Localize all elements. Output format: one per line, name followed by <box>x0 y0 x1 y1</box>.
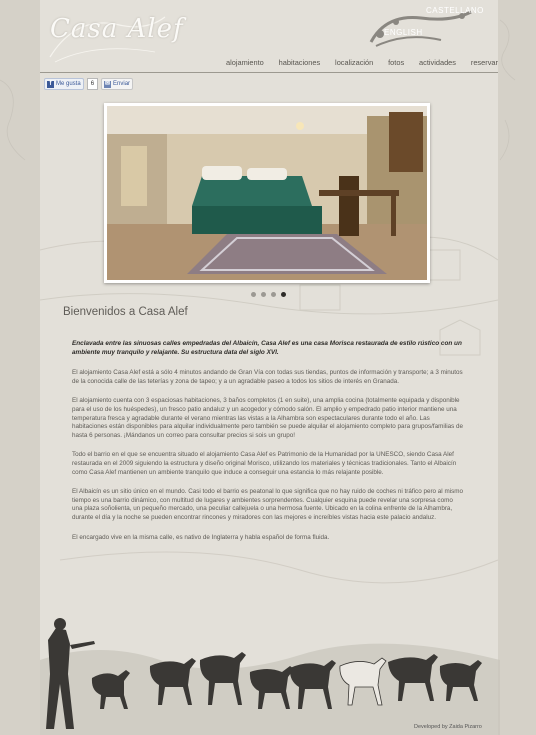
bedroom-image <box>107 106 427 280</box>
like-label: Me gusta <box>56 81 81 87</box>
paragraph-albaicin: El Albaicín es un sitio único en el mundo. Casi todo el barrio es peatonal lo que significa que no hay ruido de coches ni tráfico pero al mismo tiempo es una barrio dinámico, con multitud de lugares y ambientes sorprendentes. Cualquier esquina puede revelar una sorpresa como una plaza soñolienta, un pequeño mercado, una peculiar callejuela o una hermosa fuente. Ubicado en la colina enfrente de la Alhambra, durante el día y la noche se pueden encontrar rincones y miradores con las mejores e increíbles vistas hacia este palacio andaluz. <box>72 488 463 521</box>
main-content <box>72 340 464 553</box>
main-nav <box>226 58 498 67</box>
developer-credit[interactable]: Developed by Zaida Pizarro <box>414 724 482 730</box>
slideshow-pager <box>251 292 286 297</box>
language-english-link[interactable]: ENGLISH <box>384 28 423 37</box>
slide-dot-1[interactable] <box>251 292 256 297</box>
send-label: Enviar <box>113 81 131 87</box>
slide-dot-4[interactable] <box>281 292 286 297</box>
facebook-icon: f <box>47 81 54 88</box>
like-count: 6 <box>87 78 98 90</box>
nav-fotos[interactable]: fotos <box>388 58 405 67</box>
logo-text[interactable]: Casa Alef <box>50 14 184 44</box>
nav-actividades[interactable]: actividades <box>419 58 456 67</box>
social-buttons <box>44 78 133 90</box>
language-castellano-link[interactable]: CASTELLANO <box>426 6 484 15</box>
paragraph-heritage: Todo el barrio en el que se encuentra situado el alojamiento Casa Alef es Patrimonio de la Humanidad por la UNESCO, siendo Casa Alef restaurada en el 2009 siguiendo la estructura y diseño original Morisco, utilizando los materiales y técnicas tradicionales. Tanto el Albaicín como Casa Alef mantienen un ambiente tranquilo que induce a conseguir una estancia lo más relajante posible. <box>72 451 457 476</box>
nav-reservar[interactable]: reservar <box>470 58 498 67</box>
slide-dot-3[interactable] <box>271 292 276 297</box>
slide-dot-2[interactable] <box>261 292 266 297</box>
page-title: Bienvenidos a Casa Alef <box>63 306 188 318</box>
nav-divider <box>40 72 498 73</box>
nav-habitaciones[interactable]: habitaciones <box>278 58 321 67</box>
paragraph-rooms: El alojamiento cuenta con 3 espaciosas habitaciones, 3 baños completos (1 en suite), una amplia cocina (totalmente equipada y disponible para el uso de los huéspedes), un fresco patio andaluz y un acogedor y cómodo salón. El amplio y empedrado patio interior mantiene una temperatura fresca y agradable durante el verano mientras las vistas a la Alhambra son espectaculares durante todo el año. Las habitaciones están disponibles para alquilar individualmente pero también se puede alquilar el alojamiento completo para grupos/familias de hasta 6 personas. ¡Mándanos un correo para consultar precios si sois un grupo! <box>72 397 463 439</box>
goatherd-illustration <box>0 600 536 735</box>
nav-localizacion[interactable]: localización <box>335 58 374 67</box>
paragraph-host: El encargado vive en la misma calle, es nativo de Inglaterra y habla español de forma fluida. <box>72 533 330 541</box>
facebook-send-button[interactable] <box>101 78 133 90</box>
intro-paragraph: Enclavada entre las sinuosas calles empedradas del Albaicín, Casa Alef es una casa Morisca restaurada de estilo rústico con un ambiente muy tranquilo y relajante. Su estructura data del siglo XVI. <box>72 340 462 356</box>
paragraph-location: El alojamiento Casa Alef está a sólo 4 minutos andando de Gran Vía con todas sus tiendas, puntos de información y transporte; a 3 minutos de la conocida calle de las teterías y zona de tapeo; y a un agradable paseo a todos los sitios de interés en Granada. <box>72 369 463 385</box>
facebook-like-button[interactable] <box>44 78 84 90</box>
send-icon: ✉ <box>105 80 111 87</box>
slideshow-photo[interactable] <box>104 103 430 283</box>
nav-alojamiento[interactable]: alojamiento <box>226 58 264 67</box>
